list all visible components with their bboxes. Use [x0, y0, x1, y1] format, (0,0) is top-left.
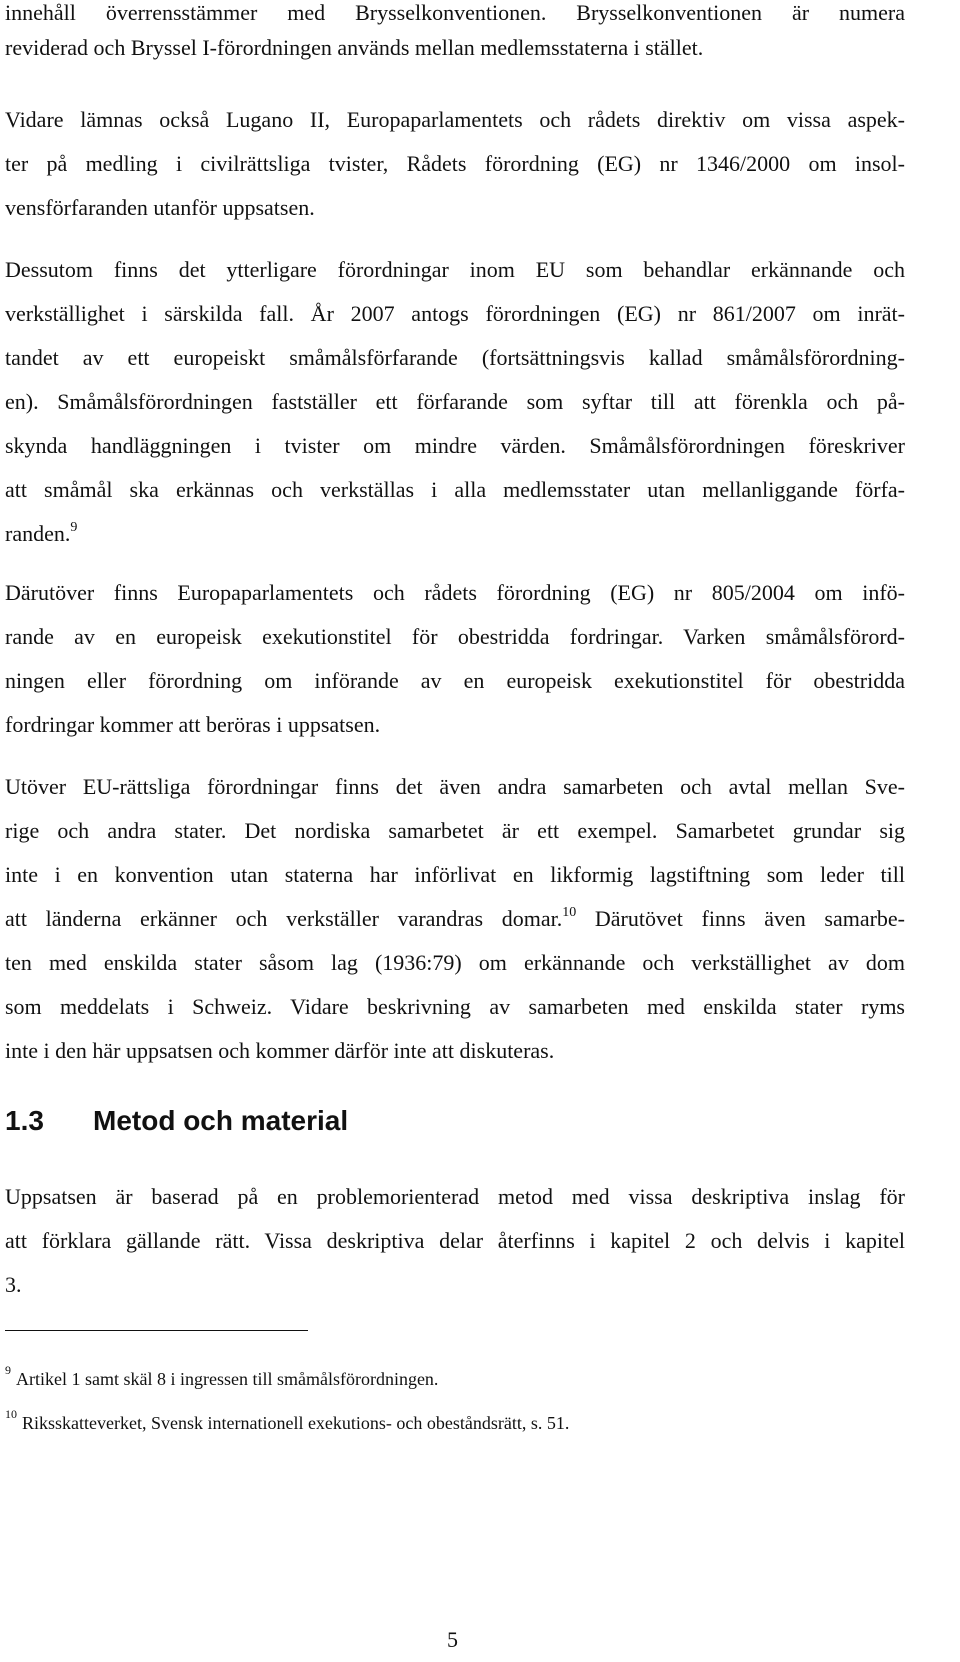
body-text-line: Utöver EU-rättsliga förordningar finns det även andra samarbeten och avtal mellan Sve- [5, 774, 905, 799]
body-text-line: verkställighet i särskilda fall. År 2007 antogs förordningen (EG) nr 861/2007 om inrät- [5, 301, 905, 326]
body-text-fragment: att länderna erkänner och verkställer varandras domar. [5, 906, 563, 931]
body-text-line: Vidare lämnas också Lugano II, Europaparlamentets och rådets direktiv om vissa aspek- [5, 107, 905, 132]
body-text-fragment: randen. [5, 521, 71, 546]
body-text-line: vensförfaranden utanför uppsatsen. [5, 195, 315, 220]
section-number: 1.3 [5, 1105, 44, 1136]
body-text-line: 3. [5, 1272, 22, 1297]
body-text-line: fordringar kommer att beröras i uppsatsen. [5, 712, 381, 737]
body-text-line: ter på medling i civilrättsliga tvister, Rådets förordning (EG) nr 1346/2000 om insol- [5, 151, 905, 176]
body-text-line: Uppsatsen är baserad på en problemorienterad metod med vissa deskriptiva inslag för [5, 1184, 905, 1209]
section-heading [5, 1103, 348, 1139]
body-text-line: att förklara gällande rätt. Vissa deskriptiva delar återfinns i kapitel 2 och delvis i kapitel [5, 1228, 905, 1253]
body-text-line: rande av en europeisk exekutionstitel för obestridda fordringar. Varken småmålsförord- [5, 624, 905, 649]
footnote-reference[interactable]: 9 [70, 519, 78, 535]
page-number: 5 [447, 1627, 458, 1652]
footnote-separator [5, 1330, 308, 1331]
footnote-number: 9 [5, 1363, 11, 1377]
body-text-line [5, 521, 905, 547]
body-text-line: Dessutom finns det ytterligare förordningar inom EU som behandlar erkännande och [5, 257, 905, 282]
body-text-line: en). Småmålsförordningen fastställer ett förfarande som syftar till att förenkla och på- [5, 389, 905, 414]
body-text-line: reviderad och Bryssel I-förordningen används mellan medlemsstaterna i stället. [5, 35, 704, 60]
body-text-line: att småmål ska erkännas och verkställas i alla medlemsstater utan mellanliggande förfa- [5, 477, 905, 502]
footnote-number: 10 [5, 1407, 17, 1421]
section-title: Metod och material [93, 1105, 349, 1136]
body-text-line: ningen eller förordning om införande av en europeisk exekutionstitel för obestridda [5, 668, 905, 693]
footnote [5, 1363, 439, 1390]
body-text-line: inte i den här uppsatsen och kommer därför inte att diskuteras. [5, 1038, 555, 1063]
body-text-line: tandet av ett europeiskt småmålsförfarande (fortsättningsvis kallad småmålsförordning- [5, 345, 905, 370]
body-text-line: ten med enskilda stater såsom lag (1936:79) om erkännande och verkställighet av dom [5, 950, 905, 975]
body-text-fragment: Därutövet finns även samarbe- [594, 906, 906, 931]
footnote-reference[interactable]: 10 [562, 904, 577, 920]
body-text-line: rige och andra stater. Det nordiska samarbetet är ett exempel. Samarbetet grundar sig [5, 818, 905, 843]
body-text-line: som meddelats i Schweiz. Vidare beskrivning av samarbeten med enskilda stater ryms [5, 994, 905, 1019]
footnote-text: Artikel 1 samt skäl 8 i ingressen till småmålsförordningen. [16, 1369, 439, 1389]
body-text-line: Därutöver finns Europaparlamentets och rådets förordning (EG) nr 805/2004 om infö- [5, 580, 905, 605]
body-text-line [5, 906, 905, 932]
body-text-line: skynda handläggningen i tvister om mindre värden. Småmålsförordningen föreskriver [5, 433, 905, 458]
footnote-text: Riksskatteverket, Svensk internationell exekutions- och obeståndsrätt, s. 51. [22, 1413, 570, 1433]
body-text-line: inte i en konvention utan staterna har införlivat en likformig lagstiftning som leder till [5, 862, 905, 887]
footnote [5, 1407, 570, 1434]
body-text-line: innehåll överrensstämmer med Brysselkonventionen. Brysselkonventionen är numera [5, 0, 905, 25]
